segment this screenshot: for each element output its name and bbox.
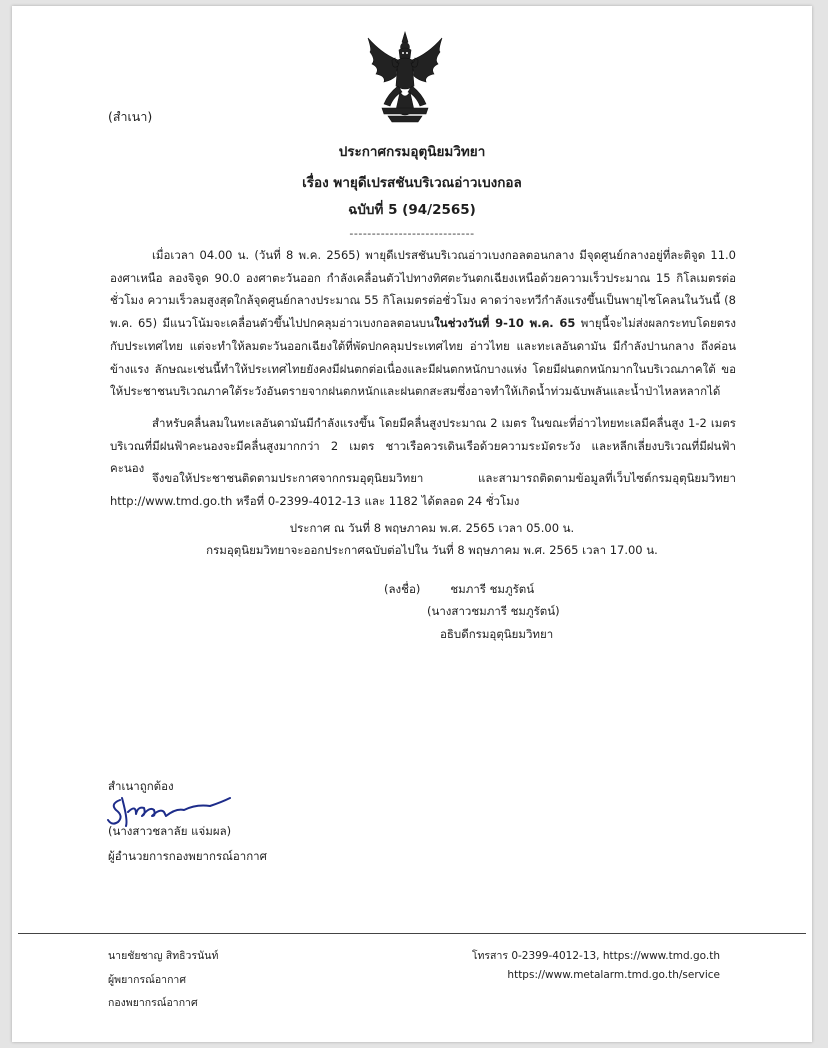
footer-contact: โทรสาร 0-2399-4012-13, https://www.tmd.go.th [471, 950, 720, 962]
certified-copy-label: สำเนาถูกต้อง [108, 779, 174, 793]
separator-line: ---------------------------- [349, 227, 475, 240]
issue-number: ฉบับที่ 5 (94/2565) [348, 202, 476, 218]
signed-label: (ลงชื่อ) [384, 582, 421, 596]
footer-department: กองพยากรณ์อากาศ [108, 997, 198, 1009]
copy-label: (สำเนา) [108, 109, 153, 124]
tmd-website-link[interactable]: http://www.tmd.go.th [110, 493, 233, 508]
paragraph-storm-details [110, 244, 736, 403]
issued-date: ประกาศ ณ วันที่ 8 พฤษภาคม พ.ศ. 2565 เวลา 05.00 น. [289, 521, 575, 535]
next-issue-date: กรมอุตุนิยมวิทยาจะออกประกาศฉบับต่อไปใน วันที่ 8 พฤษภาคม พ.ศ. 2565 เวลา 17.00 น. [206, 543, 658, 557]
footer-forecaster-title: ผู้พยากรณ์อากาศ [108, 974, 186, 986]
paragraph-contact-text-1: จึงขอให้ประชาชนติดตามประกาศจากกรมอุตุนิยมวิทยา และสามารถติดตามข้อมูลที่เว็บไซต์กรมอุตุนิยมวิทยา [152, 471, 736, 485]
footer-divider [18, 933, 806, 934]
paragraph-storm-text-2: พายุนี้จะไม่ส่งผลกระทบโดยตรงกับประเทศไทย แต่จะทำให้ลมตะวันออกเฉียงใต้ที่พัดปกคลุมประเทศไทย อ่าวไทย และทะเลอันดามัน มีกำลังปานกลาง ถึงค่อนข้างแรง ลักษณะเช่นนี้ทำให้ประเทศไทยยังคงมีฝนตกต่อเนื่องและมีฝนตกหนักบางแห่ง โดยมีฝนตกหนักมากในบริเวณภาคใต้ ขอให้ประชาชนบริเวณภาคใต้ระวังอันตรายจากฝนตกหนักและฝนตกสะสมซึ่งอาจทำให้เกิดน้ำท่วมฉับพลันและน้ำป่าไหลหลากได้ [110, 316, 736, 399]
paragraph-sea-conditions: สำหรับคลื่นลมในทะเลอันดามันมีกำลังแรงขึ้น โดยมีคลื่นสูงประมาณ 2 เมตร ในขณะที่อ่าวไทยทะเลมีคลื่นสูง 1-2 เมตร บริเวณที่มีฝนฟ้าคะนองจะมีคลื่นสูงมากกว่า 2 เมตร ชาวเรือควรเดินเรือด้วยความระมัดระวัง และหลีกเลี่ยงบริเวณที่มีฝนฟ้าคะนอง [110, 416, 736, 476]
certifier-name: (นางสาวชลาลัย แจ่มผล) [108, 824, 232, 838]
signed-name: ชมภารี ชมภูรัตน์ [450, 582, 535, 596]
document-page [12, 6, 812, 1042]
footer-forecaster-name: นายชัยชาญ สิทธิวรนันท์ [108, 950, 219, 962]
page-title: ประกาศกรมอุตุนิยมวิทยา [338, 144, 486, 160]
signatory-position: อธิบดีกรมอุตุนิยมวิทยา [440, 627, 554, 641]
announcement-subject: เรื่อง พายุดีเปรสชันบริเวณอ่าวเบงกอล [302, 175, 522, 191]
garuda-emblem-icon [362, 30, 448, 126]
certifier-position: ผู้อำนวยการกองพยากรณ์อากาศ [108, 849, 267, 863]
signatory-full-name: (นางสาวชมภารี ชมภูรัตน์) [427, 604, 560, 618]
paragraph-storm-text-1: เมื่อเวลา 04.00 น. (วันที่ 8 พ.ค. 2565) พายุดีเปรสชันบริเวณอ่าวเบงกอลตอนกลาง มีจุดศูนย์กลางอยู่ที่ละติจูด 11.0 องศาเหนือ ลองจิจูด 90.0 องศาตะวันออก กำลังเคลื่อนตัวไปทางทิศตะวันตกเฉียงเหนือด้วยความเร็วประมาณ 15 กิโลเมตรต่อชั่วโมง ความเร็วลมสูงสุดใกล้จุดศูนย์กลางประมาณ 55 กิโลเมตรต่อชั่วโมง คาดว่าจะทวีกำลังแรงขึ้นเป็นพายุไซโคลนในวันนี้ (8 พ.ค. 65) มีแนวโน้มจะเคลื่อนตัวขึ้นไปปกคลุมอ่าวเบงกอลตอนบน [110, 248, 736, 331]
paragraph-contact-text-2: หรือที่ 0-2399-4012-13 และ 1182 ได้ตลอด 24 ชั่วโมง [232, 493, 520, 508]
paragraph-storm-bold: ในช่วงวันที่ 9-10 พ.ค. 65 [434, 316, 576, 331]
paragraph-contact [110, 467, 736, 512]
footer-service-link[interactable]: https://www.metalarm.tmd.go.th/service [507, 969, 720, 981]
signature-line [384, 581, 534, 599]
